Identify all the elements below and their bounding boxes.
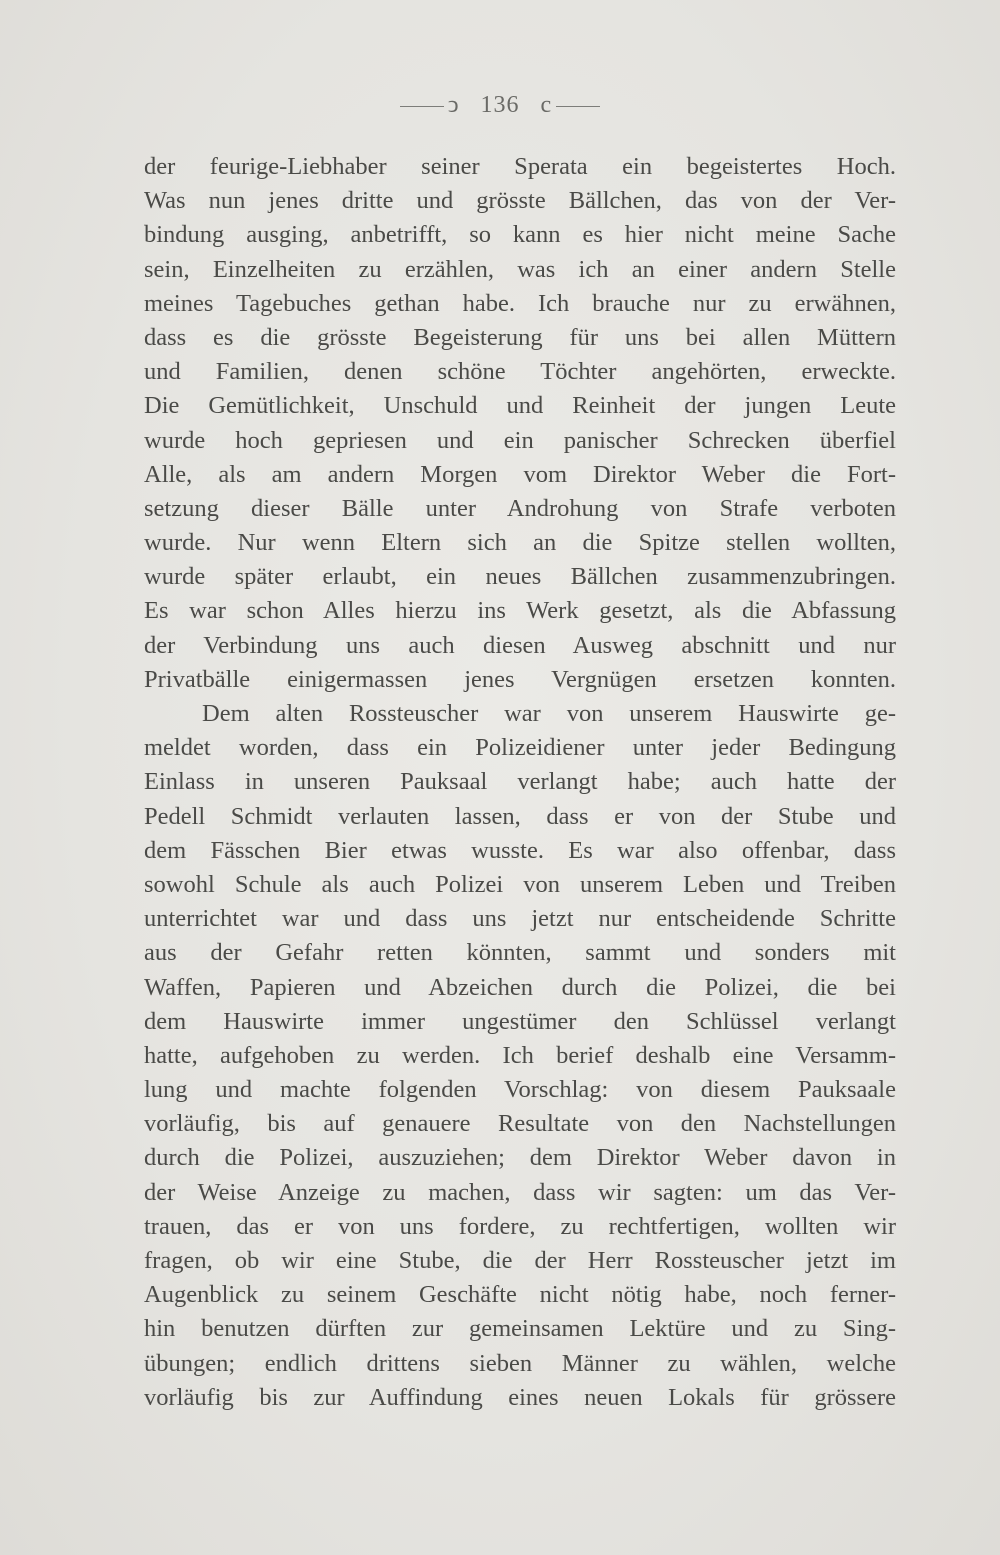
text-line: bindung ausging, anbetrifft, so kann es hier nicht meine Sache xyxy=(144,221,896,249)
text-line: meldet worden, dass ein Polizeidiener unter jeder Bedingung xyxy=(144,734,896,762)
text-line: Alle, als am andern Morgen vom Direktor Weber die Fort- xyxy=(144,460,896,488)
text-line: Augenblick zu seinem Geschäfte nicht nötig habe, noch ferner- xyxy=(144,1281,896,1309)
text-line: Was nun jenes dritte und grösste Bällchen, das von der Ver- xyxy=(144,187,896,215)
text-line: Die Gemütlichkeit, Unschuld und Reinheit der jungen Leute xyxy=(144,392,896,420)
header-ornament-right: c xyxy=(540,92,553,118)
text-line: durch die Polizei, auszuziehen; dem Direktor Weber davon in xyxy=(144,1144,896,1172)
text-line: meines Tagebuches gethan habe. Ich brauche nur zu erwähnen, xyxy=(144,289,896,317)
text-line: dem Hauswirte immer ungestümer den Schlüssel verlangt xyxy=(144,1007,896,1035)
text-line: sowohl Schule als auch Polizei von unserem Leben und Treiben xyxy=(144,870,896,898)
text-line: und Familien, denen schöne Töchter angehörten, erweckte. xyxy=(144,358,896,386)
text-line: setzung dieser Bälle unter Androhung von Strafe verboten xyxy=(144,494,896,522)
text-line: hin benutzen dürften zur gemeinsamen Lektüre und zu Sing- xyxy=(144,1315,896,1343)
header-rule-left xyxy=(400,106,444,107)
body-text xyxy=(144,150,896,1415)
text-line: sein, Einzelheiten zu erzählen, was ich an einer andern Stelle xyxy=(144,255,896,283)
text-line: dass es die grösste Begeisterung für uns bei allen Müttern xyxy=(144,323,896,351)
text-line: wurde später erlaubt, ein neues Bällchen zusammenzubringen. xyxy=(144,563,896,591)
text-line: der Verbindung uns auch diesen Ausweg abschnitt und nur xyxy=(144,631,896,659)
text-line: fragen, ob wir eine Stube, die der Herr Rossteuscher jetzt im xyxy=(144,1247,896,1274)
text-line: lung und machte folgenden Vorschlag: von diesem Pauksaale xyxy=(144,1076,896,1104)
text-line: dem Fässchen Bier etwas wusste. Es war also offenbar, dass xyxy=(144,836,896,864)
text-line: vorläufig, bis auf genauere Resultate von den Nachstellungen xyxy=(144,1110,896,1138)
paragraph-first-line: Dem alten Rossteuscher war von unserem Hauswirte ge- xyxy=(202,700,896,727)
text-line: Waffen, Papieren und Abzeichen durch die Polizei, die bei xyxy=(144,973,896,1001)
text-line: unterrichtet war und dass uns jetzt nur entscheidende Schritte xyxy=(144,905,896,933)
text-line: der Weise Anzeige zu machen, dass wir sagten: um das Ver- xyxy=(144,1178,896,1206)
text-line: Privatbälle einigermassen jenes Vergnügen ersetzen konnten. xyxy=(144,665,896,693)
text-line: Einlass in unseren Pauksaal verlangt habe; auch hatte der xyxy=(144,768,896,796)
header-rule-right xyxy=(556,106,600,107)
text-line: Es war schon Alles hierzu ins Werk gesetzt, als die Abfassung xyxy=(144,597,896,625)
text-line: aus der Gefahr retten könnten, sammt und sonders mit xyxy=(144,939,896,967)
text-line: der feurige-Liebhaber seiner Sperata ein begeistertes Hoch. xyxy=(144,153,896,180)
page-header xyxy=(0,92,1000,126)
text-line: hatte, aufgehoben zu werden. Ich berief deshalb eine Versamm- xyxy=(144,1041,896,1069)
text-line: wurde hoch gepriesen und ein panischer Schrecken überfiel xyxy=(144,426,896,454)
text-line: vorläufig bis zur Auffindung eines neuen Lokals für grössere xyxy=(144,1383,896,1411)
text-line: wurde. Nur wenn Eltern sich an die Spitze stellen wollten, xyxy=(144,529,896,557)
page-number: 136 xyxy=(480,92,520,118)
text-line: übungen; endlich drittens sieben Männer zu wählen, welche xyxy=(144,1349,896,1377)
text-line: trauen, das er von uns fordere, zu rechtfertigen, wollten wir xyxy=(144,1212,896,1240)
text-line: Pedell Schmidt verlauten lassen, dass er von der Stube und xyxy=(144,802,896,830)
header-ornament-left: ↄ xyxy=(447,92,460,118)
